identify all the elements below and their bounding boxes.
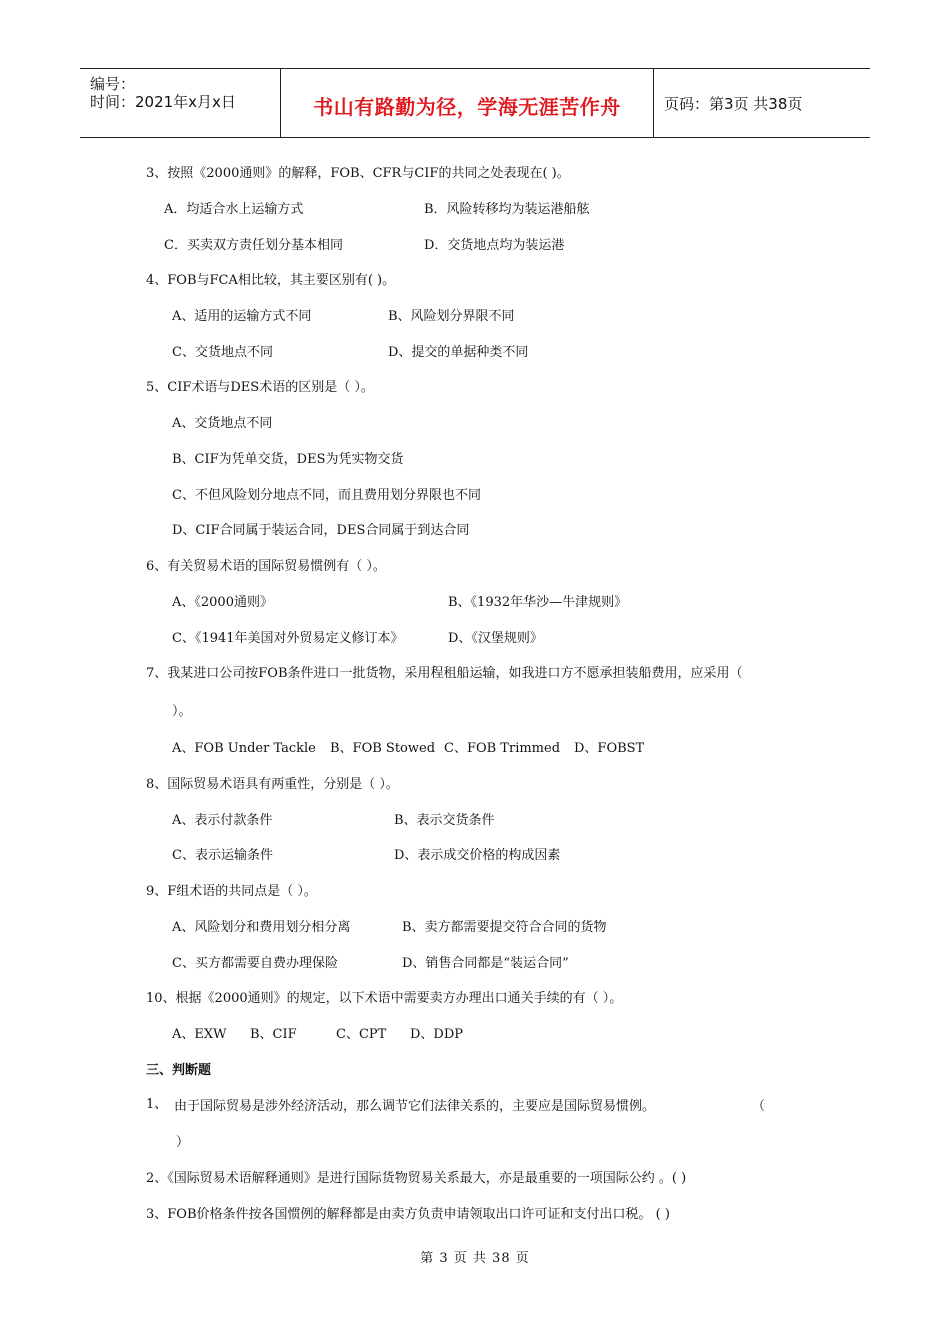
option: D、《汉堡规则》 [448,631,543,646]
time-label: 时间：2021年x月x日 [90,93,236,111]
question-3: 3、按照《2000通则》的解释，FOB、CFR与CIF的共同之处表现在( )。 [146,166,570,181]
footer-page-number: 第 3 页 共 38 页 [420,1251,530,1266]
code-label: 编号： [90,75,136,93]
option: A、《2000通则》 [172,595,273,610]
option: C、交货地点不同 [172,345,273,360]
option: C、CPT [336,1027,387,1042]
page-footer [0,1247,950,1266]
page-header [80,68,870,138]
option: A、FOB Under Tackle [172,741,316,756]
option: A、表示付款条件 [172,813,273,828]
question-10: 10、根据《2000通则》的规定，以下术语中需要卖方办理出口通关手续的有（ ）。 [146,991,623,1006]
header-right-cell [654,69,870,137]
question-9: 9、F组术语的共同点是（ ）。 [146,884,317,899]
option: B、风险划分界限不同 [388,309,515,324]
option: D、FOBST [574,741,645,756]
option: B、表示交货条件 [394,813,495,828]
option: D、CIF合同属于装运合同，DES合同属于到达合同 [172,523,470,538]
judgment-1-bracket-open: （ [752,1099,766,1114]
option: B、FOB Stowed [330,741,436,756]
option: C、买方都需要自费办理保险 [172,956,338,971]
option: C．买卖双方责任划分基本相同 [164,238,343,253]
judgment-1-bracket-close: ） [176,1135,190,1150]
judgment-2: 2、《国际贸易术语解释通则》是进行国际货物贸易关系最大，亦是最重要的一项国际公约 。( ) [146,1171,687,1186]
motto: 书山有路勤为径，学海无涯苦作舟 [313,95,621,119]
question-8: 8、国际贸易术语具有两重性，分别是（ ）。 [146,777,399,792]
option: A．均适合水上运输方式 [164,202,304,217]
option: D、DDP [410,1027,464,1042]
option: C、不但风险划分地点不同，而且费用划分界限也不同 [172,488,481,503]
judgment-1-number: 1、 [146,1097,168,1112]
judgment-3: 3、FOB价格条件按各国惯例的解释都是由卖方负责申请领取出口许可证和支付出口税。 ( ) [146,1207,670,1222]
option: A、交货地点不同 [172,416,273,431]
option: B、CIF [250,1027,297,1042]
option: B．风险转移均为装运港船舷 [424,202,590,217]
option: B、CIF为凭单交货，DES为凭实物交货 [172,452,404,467]
header-motto-cell [281,69,654,137]
judgment-1: 由于国际贸易是涉外经济活动，那么调节它们法律关系的，主要应是国际贸易惯例。 [174,1099,656,1114]
option: A、适用的运输方式不同 [172,309,312,324]
option: C、表示运输条件 [172,848,273,863]
option: A、EXW [172,1027,227,1042]
section-heading: 三、判断题 [146,1063,212,1078]
option: D、提交的单据种类不同 [388,345,529,360]
question-7: 7、我某进口公司按FOB条件进口一批货物，采用程租船运输，如我进口方不愿承担装船费用，应采用（ [146,666,743,681]
option: B、《1932年华沙—牛津规则》 [448,595,628,610]
option: D．交货地点均为装运港 [424,238,565,253]
option: D、表示成交价格的构成因素 [394,848,561,863]
question-7-continued: ）。 [172,704,192,719]
option: C、《1941年美国对外贸易定义修订本》 [172,631,404,646]
page-code: 页码：第3页 共38页 [664,95,803,113]
question-6: 6、有关贸易术语的国际贸易惯例有（ ）。 [146,559,386,574]
header-left-cell [80,69,281,137]
option: A、风险划分和费用划分相分离 [172,920,351,935]
option: B、卖方都需要提交符合合同的货物 [402,920,607,935]
question-4: 4、FOB与FCA相比较，其主要区别有( )。 [146,273,396,288]
option: C、FOB Trimmed [444,741,561,756]
question-5: 5、CIF术语与DES术语的区别是（ ）。 [146,380,374,395]
option: D、销售合同都是“装运合同” [402,956,569,971]
